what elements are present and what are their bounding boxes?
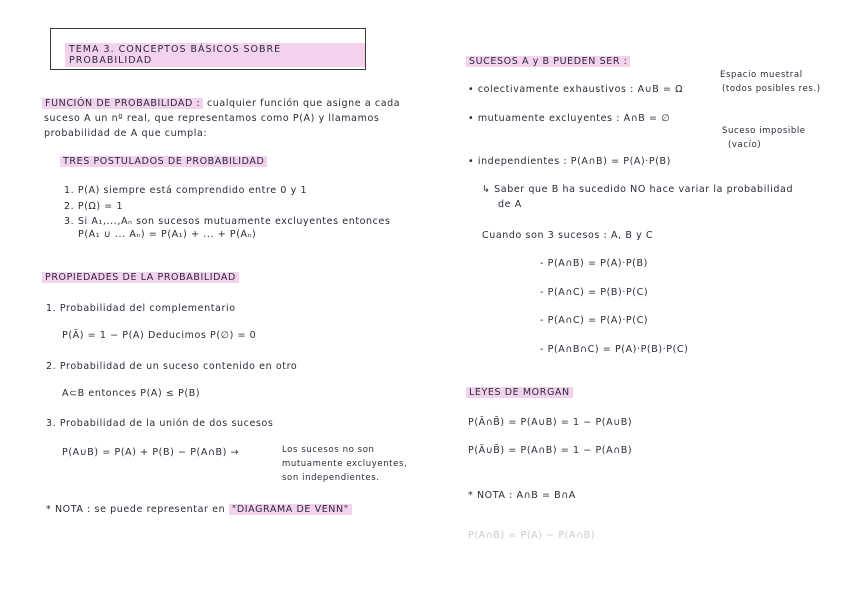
- morgan-law-1: P(Ā∩B̄) = P(A∪B) = 1 − P(A∪B): [468, 417, 633, 428]
- postulado-3a: 3. Si A₁,...,Aₙ son sucesos mutuamente excluyentes entonces: [64, 216, 391, 227]
- postulado-3b: P(A₁ ∪ ... Aₙ) = P(A₁) + ... + P(Aₙ): [78, 229, 257, 240]
- morgan-heading-text: LEYES DE MORGAN: [466, 387, 573, 398]
- postulados-heading-text: TRES POSTULADOS DE PROBABILIDAD: [60, 156, 267, 167]
- suceso-exhaustivos-note-1: Espacio muestral: [720, 70, 803, 80]
- tres-sucesos-3: - P(A∩C) = P(A)·P(C): [540, 315, 649, 326]
- suceso-exhaustivos-note-2: (todos posibles res.): [722, 84, 821, 94]
- tres-sucesos: Cuando son 3 sucesos : A, B y C: [482, 230, 654, 241]
- morgan-heading: [466, 387, 573, 398]
- postulados-heading: [60, 156, 267, 167]
- morgan-law-2: P(Ā∪B̄) = P(A∩B) = 1 − P(A∩B): [468, 445, 633, 456]
- postulado-2: 2. P(Ω) = 1: [64, 201, 124, 212]
- propiedad-3-note-2: mutuamente excluyentes,: [282, 459, 408, 469]
- funcion-heading: FUNCIÓN DE PROBABILIDAD :: [42, 98, 203, 109]
- propiedades-heading: [42, 272, 239, 283]
- sucesos-heading: [466, 56, 630, 67]
- sucesos-heading-text: SUCESOS A y B PUEDEN SER :: [466, 56, 630, 67]
- propiedad-3: 3. Probabilidad de la unión de dos sucesos: [46, 418, 274, 429]
- propiedad-3-note-1: Los sucesos no son: [282, 445, 375, 455]
- funcion-text-1: cualquier función que asigne a cada: [206, 98, 401, 109]
- tres-sucesos-2: - P(A∩C) = P(B)·P(C): [540, 287, 649, 298]
- independientes-sub-1: ↳ Saber que B ha sucedido NO hace variar la probabilidad: [482, 184, 794, 195]
- funcion-text-2: suceso A un nº real, que representamos como P(A) y llamamos: [44, 113, 380, 124]
- suceso-independientes: • independientes : P(A∩B) = P(A)·P(B): [468, 156, 671, 167]
- propiedad-3-formula: P(A∪B) = P(A) + P(B) − P(A∩B) →: [62, 447, 240, 458]
- suceso-exhaustivos: • colectivamente exhaustivos : A∪B = Ω: [468, 84, 684, 95]
- nota-left-highlight: "DIAGRAMA DE VENN": [229, 504, 352, 515]
- nota-left-text: * NOTA : se puede representar en: [46, 504, 226, 515]
- funcion-line-1: [42, 98, 400, 109]
- suceso-excluyentes-note-2: (vacío): [728, 140, 762, 150]
- nota-right: * NOTA : A∩B = B∩A: [468, 490, 576, 501]
- independientes-sub-2: de A: [498, 199, 522, 210]
- faint-formula: P(A∩B) = P(A) − P(A∩B): [468, 530, 596, 541]
- propiedad-1-formula: P(Ā) = 1 − P(A) Deducimos P(∅) = 0: [62, 330, 257, 341]
- title-box: [50, 28, 366, 70]
- propiedad-2-formula: A⊂B entonces P(A) ≤ P(B): [62, 388, 201, 399]
- tres-sucesos-1: - P(A∩B) = P(A)·P(B): [540, 258, 648, 269]
- page-title: TEMA 3. CONCEPTOS BÁSICOS SOBRE PROBABILIDAD: [65, 43, 365, 67]
- propiedad-2: 2. Probabilidad de un suceso contenido en otro: [46, 361, 298, 372]
- propiedad-3-note-3: son independientes.: [282, 473, 380, 483]
- nota-left: [46, 504, 352, 515]
- suceso-excluyentes-note-1: Suceso imposible: [722, 126, 806, 136]
- propiedad-1: 1. Probabilidad del complementario: [46, 303, 236, 314]
- postulado-1: 1. P(A) siempre está comprendido entre 0 y 1: [64, 185, 308, 196]
- funcion-text-3: probabilidad de A que cumpla:: [44, 128, 208, 139]
- suceso-excluyentes: • mutuamente excluyentes : A∩B = ∅: [468, 113, 671, 124]
- propiedades-heading-text: PROPIEDADES DE LA PROBABILIDAD: [42, 272, 239, 283]
- tres-sucesos-4: - P(A∩B∩C) = P(A)·P(B)·P(C): [540, 344, 689, 355]
